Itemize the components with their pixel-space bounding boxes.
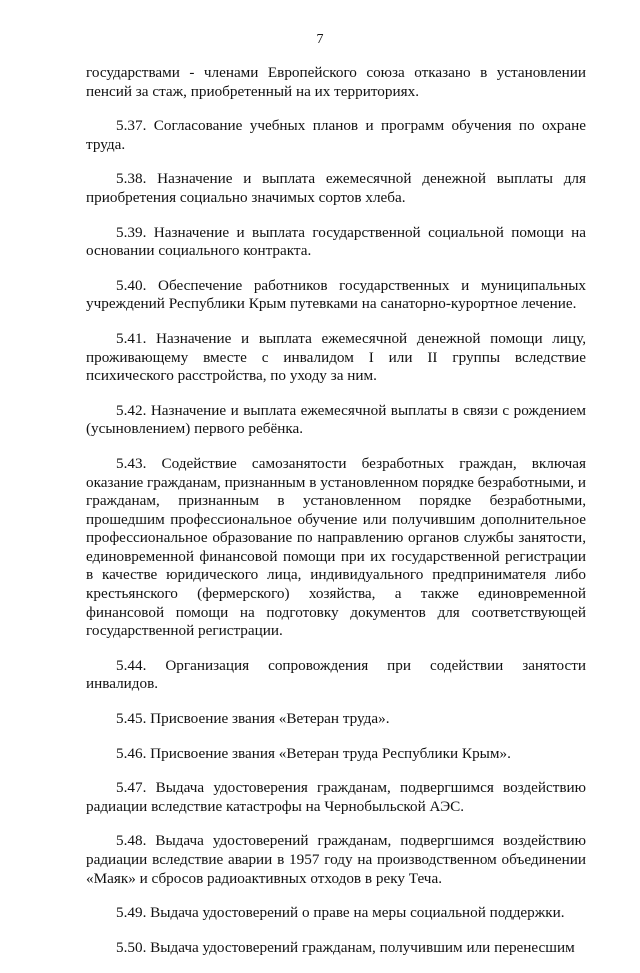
paragraph-text: Назначение и выплата ежемесячной денежной выплаты для приобретения социально значимых сортов хлеба. bbox=[86, 170, 586, 206]
paragraph-number: 5.44. bbox=[116, 656, 147, 674]
paragraph-number: 5.43. bbox=[116, 454, 147, 472]
paragraph-number: 5.42. bbox=[116, 401, 147, 419]
paragraph-text: Присвоение звания «Ветеран труда». bbox=[150, 710, 390, 728]
paragraph-number: 5.50. bbox=[116, 938, 147, 956]
paragraph-number: 5.40. bbox=[116, 276, 147, 294]
paragraph-5-41 bbox=[86, 330, 586, 386]
paragraph-text: Присвоение звания «Ветеран труда Республики Крым». bbox=[150, 744, 511, 762]
paragraph-5-42 bbox=[86, 402, 586, 439]
paragraph-text: Назначение и выплата ежемесячной денежной помощи лицу, проживающему вместе с инвалидом I или II группы вследствие психического расстройства, по уходу за ним. bbox=[86, 329, 586, 385]
paragraph-number: 5.38. bbox=[116, 170, 147, 188]
paragraph-text: Согласование учебных планов и программ обучения по охране труда. bbox=[86, 117, 586, 153]
paragraph-text: Обеспечение работников государственных и муниципальных учреждений Республики Крым путевками на санаторно-курортное лечение. bbox=[86, 276, 586, 313]
paragraph-5-46 bbox=[86, 745, 586, 764]
paragraph-text: Выдача удостоверений гражданам, получившим или перенесшим bbox=[150, 938, 575, 956]
paragraph-number: 5.41. bbox=[116, 329, 147, 347]
paragraph-5-50 bbox=[86, 939, 586, 958]
paragraph-5-43 bbox=[86, 455, 586, 641]
paragraph-continuation bbox=[86, 64, 586, 101]
paragraph-number: 5.45. bbox=[116, 710, 147, 728]
paragraph-text: Выдача удостоверений гражданам, подвергшимся воздействию радиации вследствие аварии в 1957 году на производственном объединении «Маяк» и сбросов радиоактивных отходов в реку Теча. bbox=[86, 832, 587, 887]
paragraph-5-44 bbox=[86, 657, 586, 694]
paragraph-text: Содействие самозанятости безработных граждан, включая оказание гражданам, признанным в установленном порядке безработными, и гражданам, признанным в установленном порядке безработными, прошедшим профессиональное обучение или получившим дополнительное профессиональное образование по направлению органов службы занятости, единовременной финансовой помощи при их государственной регистрации в качестве юридического лица, индивидуального предпринимателя либо крестьянского (фермерского) хозяйства, а также единовременной финансовой помощи на подготовку документов для соответствующей государственной регистрации. bbox=[86, 454, 587, 640]
paragraph-text: Назначение и выплата государственной социальной помощи на основании социального контракта. bbox=[86, 223, 587, 260]
document-body bbox=[86, 64, 586, 973]
paragraph-5-40 bbox=[86, 277, 586, 314]
paragraph-text: Выдача удостоверения гражданам, подвергшимся воздействию радиации вследствие катастрофы на Чернобыльской АЭС. bbox=[86, 779, 587, 815]
paragraph-text: Выдача удостоверений о праве на меры социальной поддержки. bbox=[150, 904, 565, 922]
paragraph-text: государствами - членами Европейского союза отказано в установлении пенсий за стаж, приобретенный на их территориях. bbox=[86, 64, 586, 100]
paragraph-text: Назначение и выплата ежемесячной выплаты в связи с рождением (усыновлением) первого ребёнка. bbox=[86, 401, 586, 438]
paragraph-number: 5.37. bbox=[116, 117, 147, 135]
paragraph-5-48 bbox=[86, 832, 586, 888]
paragraph-5-37 bbox=[86, 117, 586, 154]
paragraph-5-39 bbox=[86, 224, 586, 261]
paragraph-5-45 bbox=[86, 710, 586, 729]
paragraph-5-47 bbox=[86, 779, 586, 816]
paragraph-5-38 bbox=[86, 170, 586, 207]
paragraph-text: Организация сопровождения при содействии занятости инвалидов. bbox=[86, 656, 586, 693]
paragraph-5-49 bbox=[86, 904, 586, 923]
paragraph-number: 5.49. bbox=[116, 904, 147, 922]
paragraph-number: 5.39. bbox=[116, 223, 147, 241]
paragraph-number: 5.47. bbox=[116, 779, 147, 797]
paragraph-number: 5.46. bbox=[116, 744, 147, 762]
page-number: 7 bbox=[316, 32, 324, 47]
paragraph-number: 5.48. bbox=[116, 832, 147, 850]
